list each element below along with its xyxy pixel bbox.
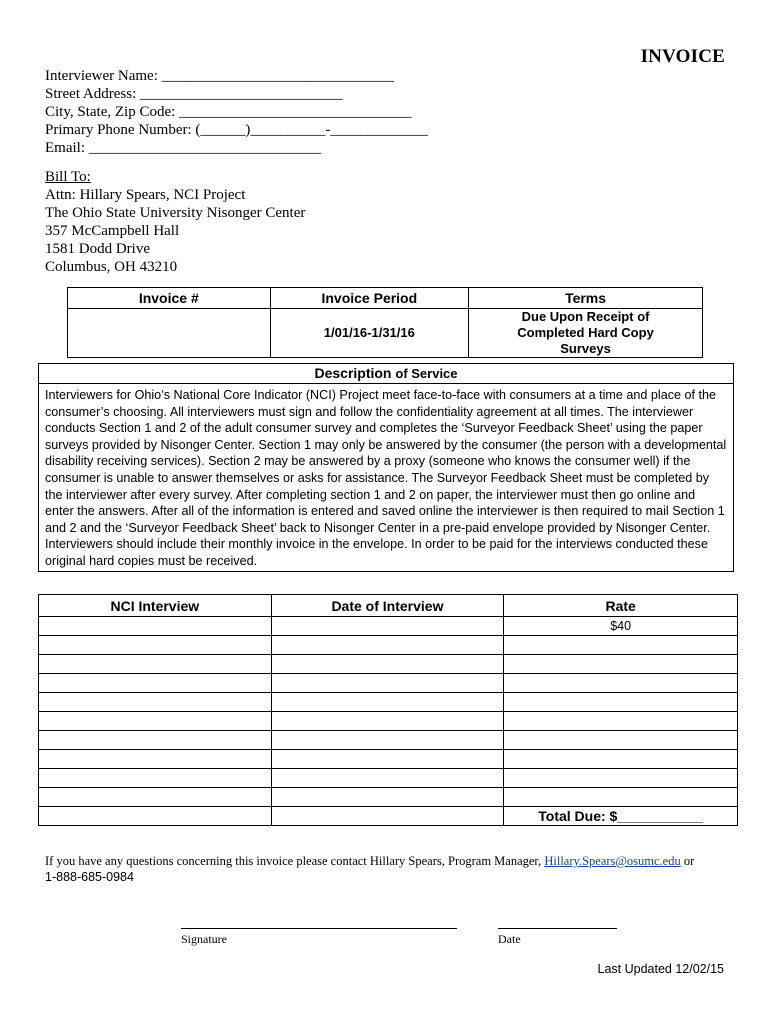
nci-interview-cell[interactable] bbox=[39, 655, 272, 674]
date-of-interview-header: Date of Interview bbox=[271, 595, 504, 617]
bill-to-line: 357 McCampbell Hall bbox=[45, 223, 180, 239]
rate-cell[interactable] bbox=[504, 674, 738, 693]
invoice-number-header: Invoice # bbox=[68, 288, 271, 309]
rate-cell[interactable] bbox=[504, 769, 738, 788]
last-updated: Last Updated 12/02/15 bbox=[597, 962, 724, 976]
rate-table-row bbox=[39, 712, 738, 731]
interviewer-contact-fields bbox=[45, 67, 428, 157]
contact-note-text: If you have any questions concerning this invoice please contact Hillary Spears, Program Manager, bbox=[45, 854, 545, 868]
rate-cell[interactable] bbox=[504, 750, 738, 769]
interviewer-name-field[interactable]: Interviewer Name: _______________________________ bbox=[45, 68, 395, 84]
contact-email-link[interactable]: Hillary.Spears@osumc.edu bbox=[544, 854, 681, 868]
date-of-interview-cell[interactable] bbox=[271, 636, 504, 655]
total-spacer bbox=[39, 807, 272, 826]
rate-table-row bbox=[39, 731, 738, 750]
nci-interview-cell[interactable] bbox=[39, 674, 272, 693]
date-of-interview-cell[interactable] bbox=[271, 617, 504, 636]
contact-note-after: or bbox=[680, 854, 695, 868]
terms-header: Terms bbox=[469, 288, 703, 309]
invoice-period-cell: 1/01/16-1/31/16 bbox=[270, 309, 469, 358]
email-field[interactable]: Email: _______________________________ bbox=[45, 140, 322, 156]
nci-interview-cell[interactable] bbox=[39, 636, 272, 655]
rate-cell[interactable]: $40 bbox=[504, 617, 738, 636]
date-of-interview-cell[interactable] bbox=[271, 712, 504, 731]
nci-interview-cell[interactable] bbox=[39, 750, 272, 769]
rate-table-row bbox=[39, 674, 738, 693]
total-spacer bbox=[271, 807, 504, 826]
date-of-interview-cell[interactable] bbox=[271, 769, 504, 788]
date-line[interactable] bbox=[498, 928, 617, 929]
date-of-interview-cell[interactable] bbox=[271, 788, 504, 807]
rate-cell[interactable] bbox=[504, 788, 738, 807]
bill-to-line: Attn: Hillary Spears, NCI Project bbox=[45, 187, 246, 203]
rate-table-row bbox=[39, 636, 738, 655]
description-heading bbox=[39, 364, 733, 384]
invoice-info-table bbox=[67, 287, 703, 358]
contact-note bbox=[45, 853, 694, 885]
nci-interview-cell[interactable] bbox=[39, 769, 272, 788]
rate-table-row bbox=[39, 693, 738, 712]
description-heading-main: Description bbox=[314, 365, 392, 381]
terms-text: Due Upon Receipt of Completed Hard Copy Surveys bbox=[517, 309, 654, 356]
invoice-number-cell[interactable] bbox=[68, 309, 271, 358]
rate-table-row bbox=[39, 617, 738, 636]
rate-cell[interactable] bbox=[504, 731, 738, 750]
date-of-interview-cell[interactable] bbox=[271, 674, 504, 693]
date-label: Date bbox=[498, 932, 521, 946]
invoice-title: INVOICE bbox=[640, 46, 725, 67]
phone-number-field[interactable]: Primary Phone Number: (______)__________-_____________ bbox=[45, 122, 428, 138]
rate-table-row bbox=[39, 788, 738, 807]
date-of-interview-cell[interactable] bbox=[271, 731, 504, 750]
bill-to-line: 1581 Dodd Drive bbox=[45, 241, 150, 257]
bill-to-heading: Bill To: bbox=[45, 169, 91, 185]
date-of-interview-cell[interactable] bbox=[271, 693, 504, 712]
street-address-field[interactable]: Street Address: ___________________________ bbox=[45, 86, 343, 102]
nci-interview-cell[interactable] bbox=[39, 788, 272, 807]
terms-cell bbox=[469, 309, 703, 358]
rate-header: Rate bbox=[504, 595, 738, 617]
signature-label: Signature bbox=[181, 932, 227, 946]
nci-interview-header: NCI Interview bbox=[39, 595, 272, 617]
contact-phone: 1-888-685-0984 bbox=[45, 870, 134, 884]
rate-cell[interactable] bbox=[504, 636, 738, 655]
rate-cell[interactable] bbox=[504, 712, 738, 731]
bill-to-line: The Ohio State University Nisonger Center bbox=[45, 205, 306, 221]
date-of-interview-cell[interactable] bbox=[271, 750, 504, 769]
rate-table-row bbox=[39, 750, 738, 769]
description-body: Interviewers for Ohio’s National Core Indicator (NCI) Project meet face-to-face with consumers at a time and place of the consumer’s choosing. All interviewers must sign and follow the confidentiality agreement at all times. The interviewer conducts Section 1 and 2 of the adult consumer survey and completes the ‘Surveyor Feedback Sheet’ using the paper surveys provided by Nisonger Center. Section 1 may only be answered by the consumer (the person with a developmental disability receiving services). Section 2 may be answered by a proxy (someone who knows the consumer well) if the consumer is unable to answer themselves or asks for assistance. The Surveyor Feedback Sheet must be completed by the interviewer after every survey. After completing section 1 and 2 on paper, the interviewer must then go online and enter the answers. After all of the information is entered and saved online the interviewer is then required to mail Section 1 and 2 and the ‘Surveyor Feedback Sheet’ back to Nisonger Center in a pre-paid envelope provided by Nisonger Center. Interviewers should include their monthly invoice in the envelope. In order to be paid for the interviews conducted these original hard copies must be received. bbox=[45, 388, 727, 568]
description-of-service-box bbox=[38, 363, 734, 572]
nci-interview-cell[interactable] bbox=[39, 712, 272, 731]
date-of-interview-cell[interactable] bbox=[271, 655, 504, 674]
nci-interview-cell[interactable] bbox=[39, 617, 272, 636]
rate-table-row bbox=[39, 655, 738, 674]
description-heading-suffix: of Service bbox=[395, 366, 458, 381]
interview-rate-table bbox=[38, 594, 738, 826]
rate-table-row bbox=[39, 769, 738, 788]
rate-cell[interactable] bbox=[504, 693, 738, 712]
bill-to-line: Columbus, OH 43210 bbox=[45, 259, 178, 275]
nci-interview-cell[interactable] bbox=[39, 731, 272, 750]
invoice-period-header: Invoice Period bbox=[270, 288, 469, 309]
nci-interview-cell[interactable] bbox=[39, 693, 272, 712]
rate-cell[interactable] bbox=[504, 655, 738, 674]
bill-to-block bbox=[45, 168, 305, 276]
total-due[interactable]: Total Due: $___________ bbox=[504, 807, 738, 826]
signature-line[interactable] bbox=[181, 928, 457, 929]
city-state-zip-field[interactable]: City, State, Zip Code: _______________________________ bbox=[45, 104, 412, 120]
